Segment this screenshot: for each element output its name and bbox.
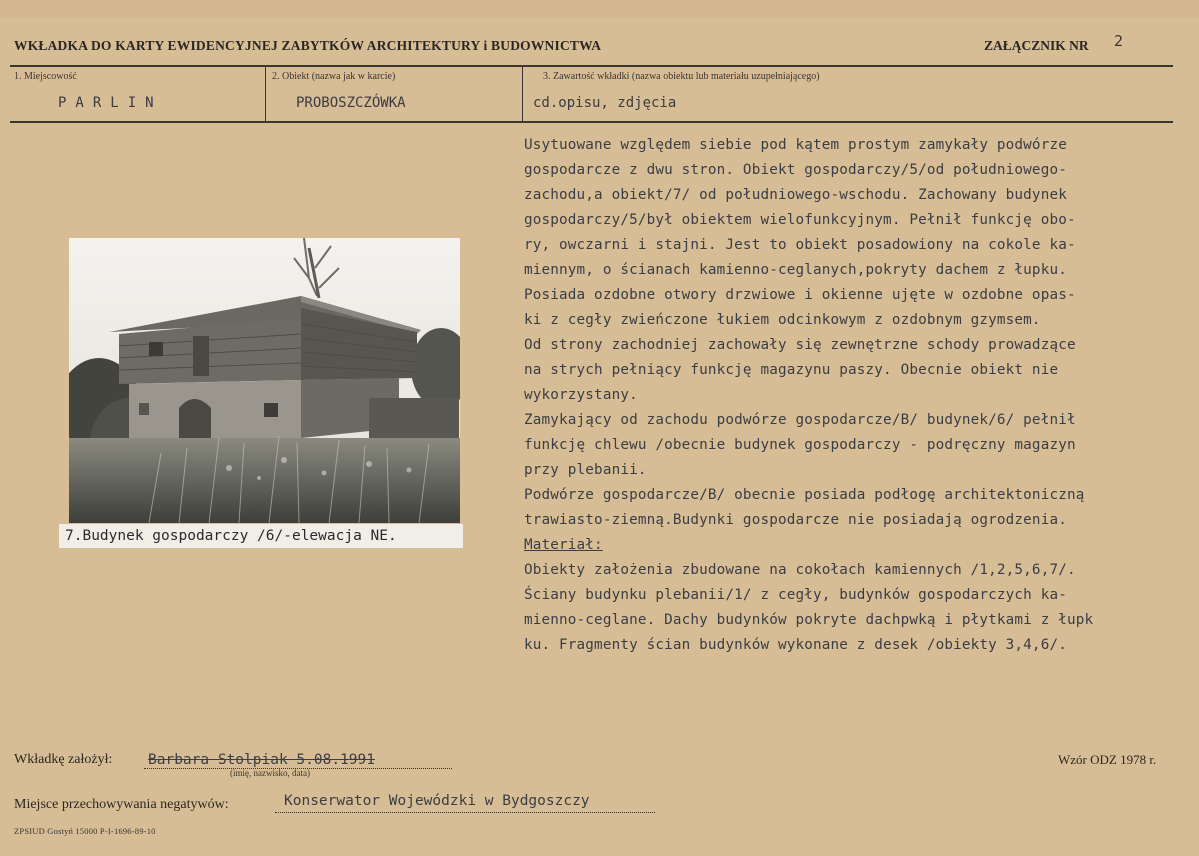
negatives-label: Miejsce przechowywania negatywów: [14, 797, 229, 812]
text-line: Usytuowane względem siebie pod kątem prostym zamykały podwórze [524, 137, 1067, 153]
text-line: Zamykający od zachodu podwórze gospodarcze/B/ budynek/6/ pełnił [524, 412, 1076, 428]
card-title: WKŁADKA DO KARTY EWIDENCYJNEJ ZABYTKÓW ARCHITEKTURY i BUDOWNICTWA [14, 38, 602, 53]
text-line: ku. Fragmenty ścian budynków wykonane z desek /obiekty 3,4,6/. [524, 637, 1067, 653]
negatives-value: Konserwator Wojewódzki w Bydgoszczy [284, 793, 590, 809]
text-line: Posiada ozdobne otwory drzwiowe i okienne ujęte w ozdobne opas- [524, 287, 1076, 303]
print-info: ZPSIUD Gostyń 15000 P-I-1696-89-10 [14, 826, 156, 836]
object-label: 2. Obiekt (nazwa jak w karcie) [272, 71, 396, 82]
text-line: ry, owczarni i stajni. Jest to obiekt posadowiony na cokole ka- [524, 237, 1076, 253]
text-line: Ściany budynku plebanii/1/ z cegły, budynków gospodarczych ka- [524, 587, 1067, 603]
contents-value: cd.opisu, zdjęcia [533, 95, 677, 111]
photo-caption: 7.Budynek gospodarczy /6/-elewacja NE. [59, 524, 463, 548]
text-line: trawiasto-ziemną.Budynki gospodarcze nie posiadają ogrodzenia. [524, 512, 1067, 528]
text-line: na strych pełniący funkcję magazynu paszy. Obecnie obiekt nie [524, 362, 1059, 378]
founder-hint: (imię, nazwisko, data) [230, 768, 310, 778]
attachment-label: ZAŁĄCZNIK NR [984, 38, 1089, 53]
text-line: gospodarczy/5/był obiektem wielofunkcyjnym. Pełnił funkcję obo- [524, 212, 1076, 228]
header-rule [10, 65, 1173, 67]
card-top-edge [0, 0, 1199, 18]
text-line: funkcję chlewu /obecnie budynek gospodarczy - podręczny magazyn [524, 437, 1076, 453]
founder-value: Barbara Stolpiak 5.08.1991 [148, 752, 375, 768]
text-line: ki z cegły zwieńczone łukiem odcinkowym z ozdobnym gzymsem. [524, 312, 1041, 328]
field-divider-2 [522, 66, 523, 121]
material-heading: Materiał: [524, 537, 603, 553]
text-line: przy plebanii. [524, 462, 647, 478]
text-line: mienno-ceglane. Dachy budynków pokryte dachpwką i płytkami z łupk [524, 612, 1094, 628]
building-photograph [69, 238, 460, 523]
text-line: gospodarcze z dwu stron. Obiekt gospodarczy/5/od południowego- [524, 162, 1067, 178]
model-label: Wzór ODZ 1978 r. [1058, 752, 1157, 767]
text-line: Od strony zachodniej zachowały się zewnętrzne schody prowadzące [524, 337, 1076, 353]
negatives-dotted-line [275, 812, 655, 813]
text-line: Podwórze gospodarcze/B/ obecnie posiada podłogę architektoniczną [524, 487, 1085, 503]
photo-image [69, 238, 460, 523]
text-line: Obiekty założenia zbudowane na cokołach kamiennych /1,2,5,6,7/. [524, 562, 1076, 578]
contents-label: 3. Zawartość wkładki (nazwa obiektu lub materiału uzupełniającego) [543, 71, 820, 82]
text-line: wykorzystany. [524, 387, 638, 403]
locality-value: PARLIN [58, 95, 163, 111]
object-value: PROBOSZCZÓWKA [296, 95, 406, 111]
founder-label: Wkładkę założył: [14, 752, 113, 767]
attachment-number: 2 [1114, 32, 1124, 50]
locality-label: 1. Miejscowość [14, 71, 77, 82]
text-line: zachodu,a obiekt/7/ od południowego-wschodu. Zachowany budynek [524, 187, 1067, 203]
field-divider-1 [265, 66, 266, 121]
text-line: miennym, o ścianach kamienno-ceglanych,pokryty dachem z łupku. [524, 262, 1067, 278]
fields-rule [10, 121, 1173, 123]
